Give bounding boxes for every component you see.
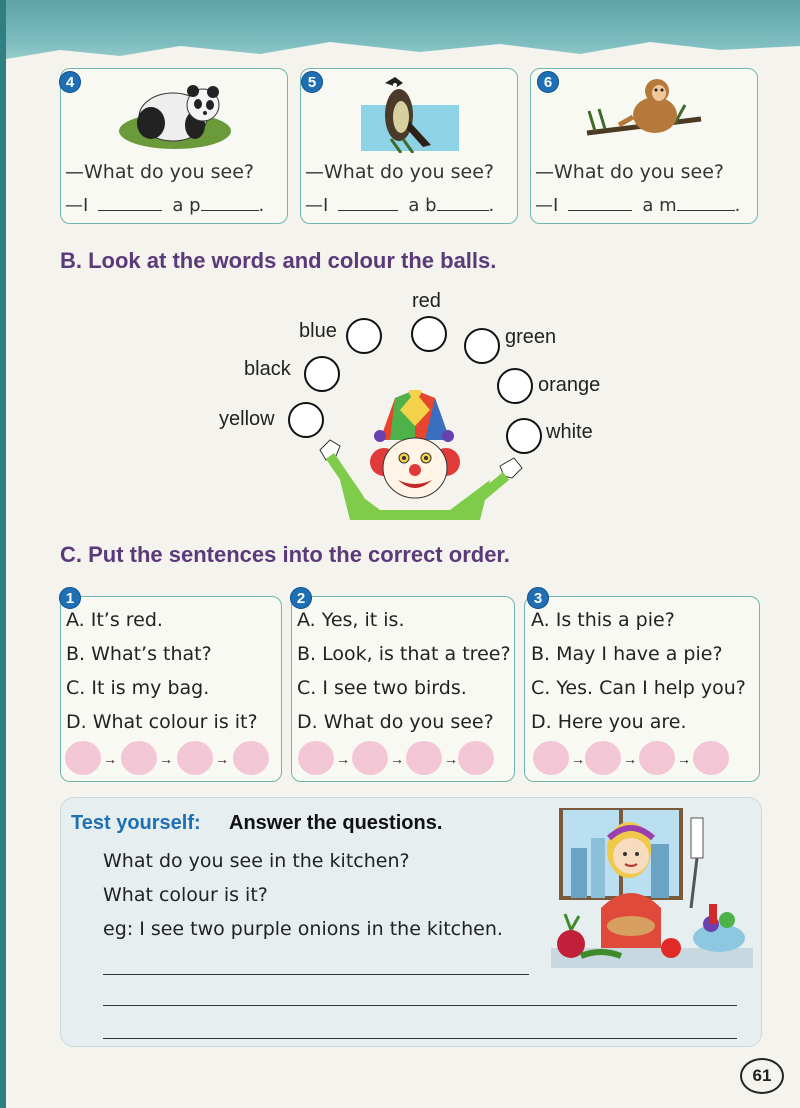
answer-blank[interactable]: [98, 197, 162, 211]
order-slot[interactable]: [65, 741, 101, 775]
exercise-card-6: [530, 68, 758, 224]
answer-line[interactable]: [103, 1038, 737, 1039]
answer-blank[interactable]: [437, 197, 489, 211]
arrow-icon: →: [677, 751, 691, 767]
ball-blue[interactable]: [346, 318, 382, 354]
order-slot[interactable]: [233, 741, 269, 775]
arrow-icon: →: [215, 751, 229, 767]
answer-blank[interactable]: [201, 197, 259, 211]
order-slot[interactable]: [177, 741, 213, 775]
test-question-1: What do you see in the kitchen?: [103, 850, 410, 872]
option-d: D. Here you are.: [531, 711, 687, 733]
option-c: C. Yes. Can I help you?: [531, 677, 746, 699]
panda-image: [117, 75, 233, 151]
order-slot[interactable]: [533, 741, 569, 775]
option-a: A. It’s red.: [66, 609, 163, 631]
question-text: —What do you see?: [535, 161, 724, 183]
page-number: 61: [740, 1058, 784, 1094]
clown-image: [300, 390, 530, 520]
arrow-icon: →: [623, 751, 637, 767]
order-slot[interactable]: [406, 741, 442, 775]
option-b: B. May I have a pie?: [531, 643, 723, 665]
answer-blank[interactable]: [568, 197, 632, 211]
number-badge: 4: [59, 71, 81, 93]
answer-line[interactable]: [103, 974, 529, 975]
exercise-card-4: [60, 68, 288, 224]
number-badge: 6: [537, 71, 559, 93]
monkey-image: [585, 71, 703, 153]
number-badge: 2: [290, 587, 312, 609]
word-red: red: [412, 290, 441, 312]
ball-black[interactable]: [304, 356, 340, 392]
test-yourself-box: [60, 797, 762, 1047]
order-group-3: [524, 590, 760, 782]
kitchen-girl-image: [551, 808, 753, 968]
order-slot[interactable]: [352, 741, 388, 775]
word-yellow: yellow: [219, 408, 275, 430]
answer-blank[interactable]: [338, 197, 398, 211]
option-c: C. It is my bag.: [66, 677, 210, 699]
order-group-1: [60, 590, 282, 782]
answer-line[interactable]: [103, 1005, 737, 1006]
order-slot[interactable]: [121, 741, 157, 775]
option-d: D. What do you see?: [297, 711, 494, 733]
section-b-heading: B. Look at the words and colour the balls.: [60, 248, 497, 273]
word-green: green: [505, 326, 557, 348]
option-a: A. Yes, it is.: [297, 609, 405, 631]
page-edge: [0, 0, 6, 1108]
arrow-icon: →: [159, 751, 173, 767]
word-orange: orange: [538, 374, 601, 396]
number-badge: 5: [301, 71, 323, 93]
bird-image: [361, 73, 461, 153]
answer-blank[interactable]: [677, 197, 735, 211]
answer-line: —I a b .: [305, 195, 495, 216]
question-text: —What do you see?: [305, 161, 494, 183]
ball-red[interactable]: [411, 316, 447, 352]
arrow-icon: →: [336, 751, 350, 767]
option-c: C. I see two birds.: [297, 677, 467, 699]
question-text: —What do you see?: [65, 161, 254, 183]
answer-line: —I a p .: [65, 195, 265, 216]
answer-line: —I a m .: [535, 195, 741, 216]
word-black: black: [244, 358, 291, 380]
ball-green[interactable]: [464, 328, 500, 364]
test-example: eg: I see two purple onions in the kitchen.: [103, 918, 503, 940]
arrow-icon: →: [571, 751, 585, 767]
order-group-2: [291, 590, 515, 782]
section-c-heading: C. Put the sentences into the correct order.: [60, 542, 510, 567]
option-d: D. What colour is it?: [66, 711, 258, 733]
number-badge: 1: [59, 587, 81, 609]
option-b: B. What’s that?: [66, 643, 212, 665]
order-slot[interactable]: [458, 741, 494, 775]
order-slot[interactable]: [639, 741, 675, 775]
word-white: white: [546, 421, 593, 443]
exercise-card-5: [300, 68, 518, 224]
order-slot[interactable]: [585, 741, 621, 775]
option-b: B. Look, is that a tree?: [297, 643, 511, 665]
word-blue: blue: [299, 320, 337, 342]
header-banner: [0, 0, 800, 70]
order-slot[interactable]: [298, 741, 334, 775]
option-a: A. Is this a pie?: [531, 609, 675, 631]
test-label: Test yourself:: [71, 812, 201, 834]
test-instruction: Answer the questions.: [229, 812, 443, 834]
arrow-icon: →: [103, 751, 117, 767]
arrow-icon: →: [390, 751, 404, 767]
order-slot[interactable]: [693, 741, 729, 775]
test-question-2: What colour is it?: [103, 884, 268, 906]
number-badge: 3: [527, 587, 549, 609]
arrow-icon: →: [444, 751, 458, 767]
